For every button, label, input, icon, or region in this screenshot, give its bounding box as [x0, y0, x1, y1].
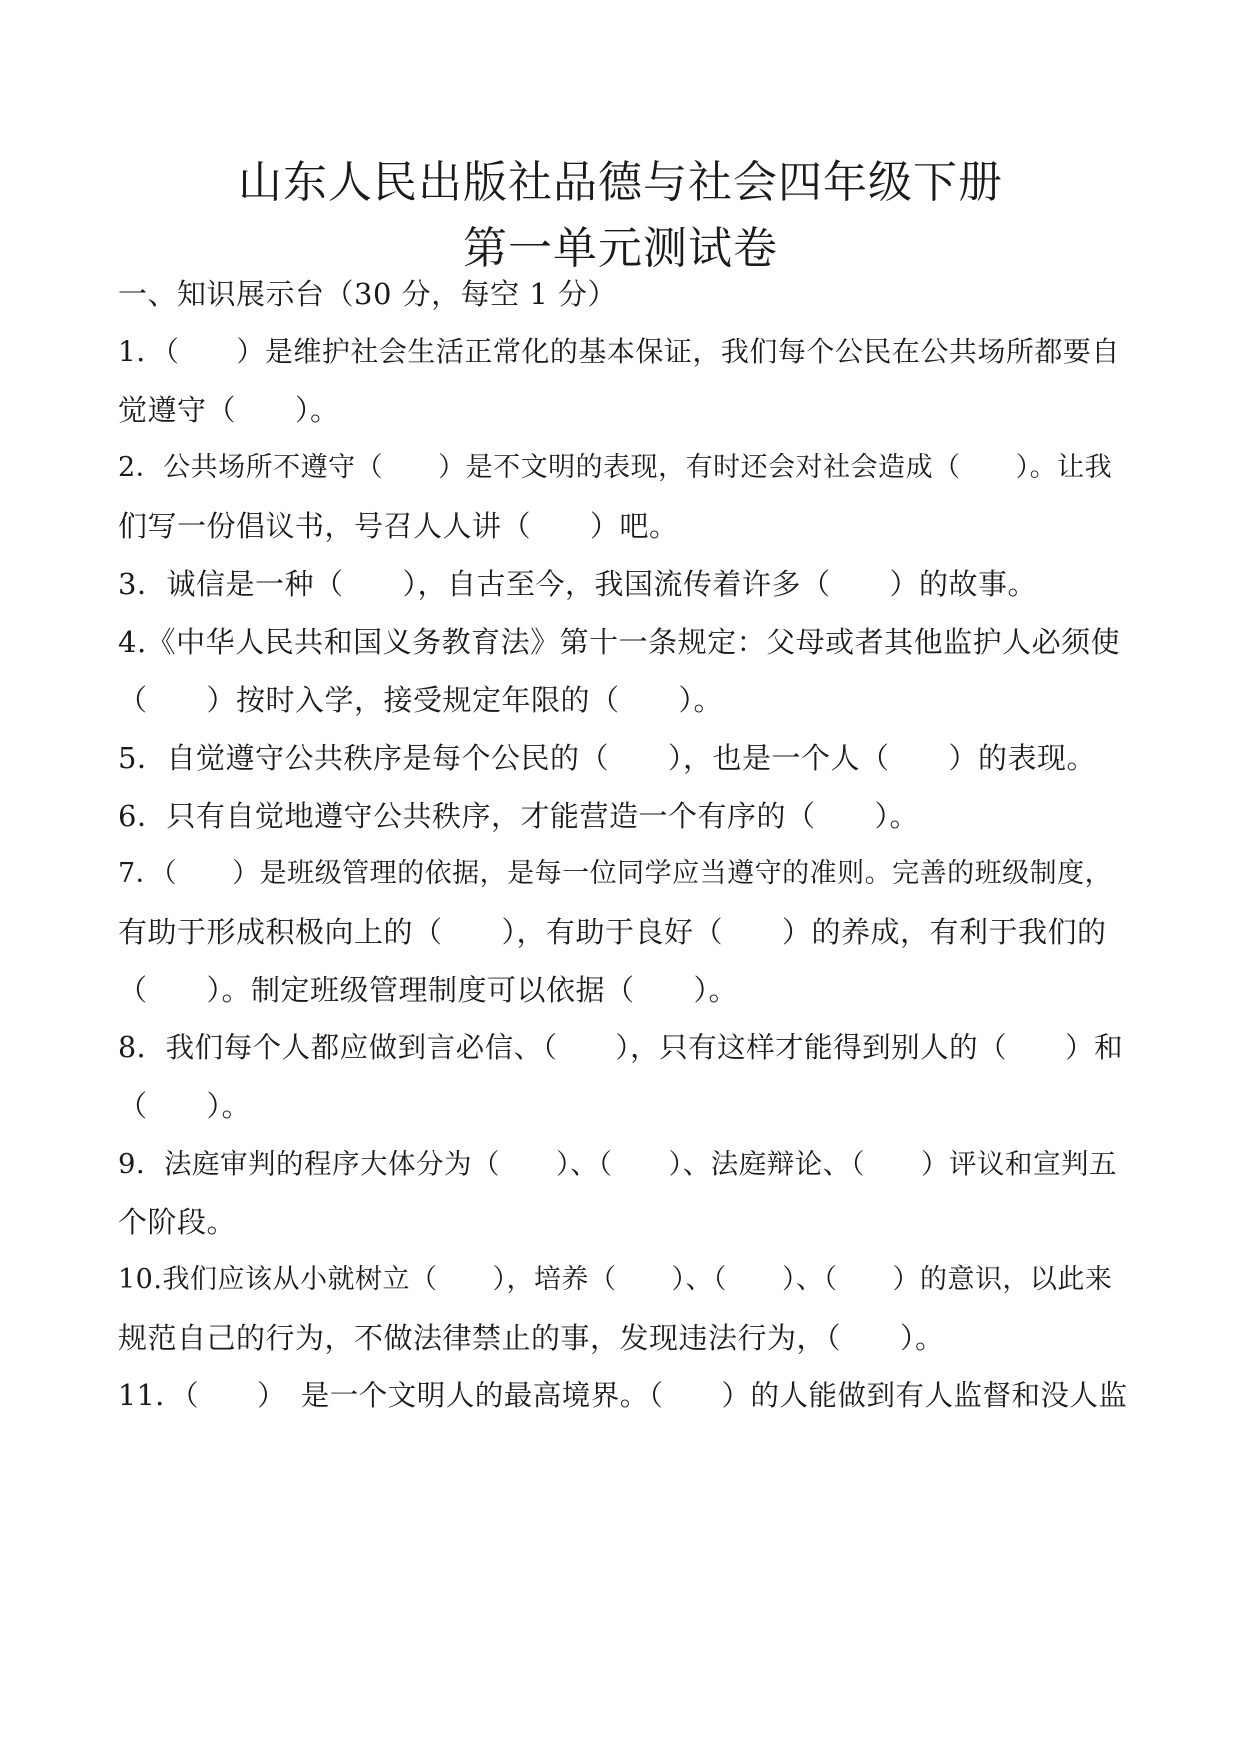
exam-subtitle: 第一单元测试卷	[463, 223, 778, 274]
question-line: 9．法庭审判的程序大体分为（ ）、（ ）、法庭辩论、（ ）评议和宣判五	[118, 1148, 1117, 1180]
question-line: 1．（ ）是维护社会生活正常化的基本保证，我们每个公民在公共场所都要自	[118, 335, 1120, 368]
question-line: 5．自觉遵守公共秩序是每个公民的（ ），也是一个人（ ）的表现。	[118, 741, 1096, 775]
question-line: （ ）。	[118, 1089, 252, 1123]
question-line: 有助于形成积极向上的（ ），有助于良好（ ）的养成，有利于我们的	[118, 915, 1107, 949]
question-line: 11．（ ） 是一个文明人的最高境界。（ ）的人能做到有人监督和没人监	[118, 1379, 1128, 1412]
question-line: 8．我们每个人都应做到言必信、（ ），只有这样才能得到别人的（ ）和	[118, 1031, 1124, 1064]
section-heading: 一、知识展示台（30 分，每空 1 分）	[118, 277, 618, 311]
question-line: 2．公共场所不遵守（ ）是不文明的表现，有时还会对社会造成（ ）。让我	[118, 452, 1113, 483]
question-line: 个阶段。	[118, 1205, 237, 1239]
exam-title: 山东人民出版社品德与社会四年级下册	[238, 157, 1003, 208]
question-line: 6．只有自觉地遵守公共秩序，才能营造一个有序的（ ）。	[118, 799, 919, 833]
question-line: 10.我们应该从小就树立（ ），培养（ ）、（ ）、（ ）的意识，以此来	[118, 1264, 1113, 1295]
question-line: 3．诚信是一种（ ），自古至今，我国流传着许多（ ）的故事。	[118, 567, 1037, 601]
question-line: 4.《中华人民共和国义务教育法》第十一条规定：父母或者其他监护人必须使	[118, 625, 1121, 659]
question-line: 规范自己的行为，不做法律禁止的事，发现违法行为，（ ）。	[118, 1321, 945, 1355]
question-line: 7．（ ）是班级管理的依据，是每一位同学应当遵守的准则。完善的班级制度，	[118, 858, 1113, 889]
question-line: （ ）按时入学，接受规定年限的（ ）。	[118, 683, 724, 717]
question-line: 们写一份倡议书，号召人人讲（ ）吧。	[118, 509, 679, 543]
question-line: （ ）。制定班级管理制度可以依据（ ）。	[118, 973, 739, 1007]
question-line: 觉遵守（ ）。	[118, 393, 340, 427]
